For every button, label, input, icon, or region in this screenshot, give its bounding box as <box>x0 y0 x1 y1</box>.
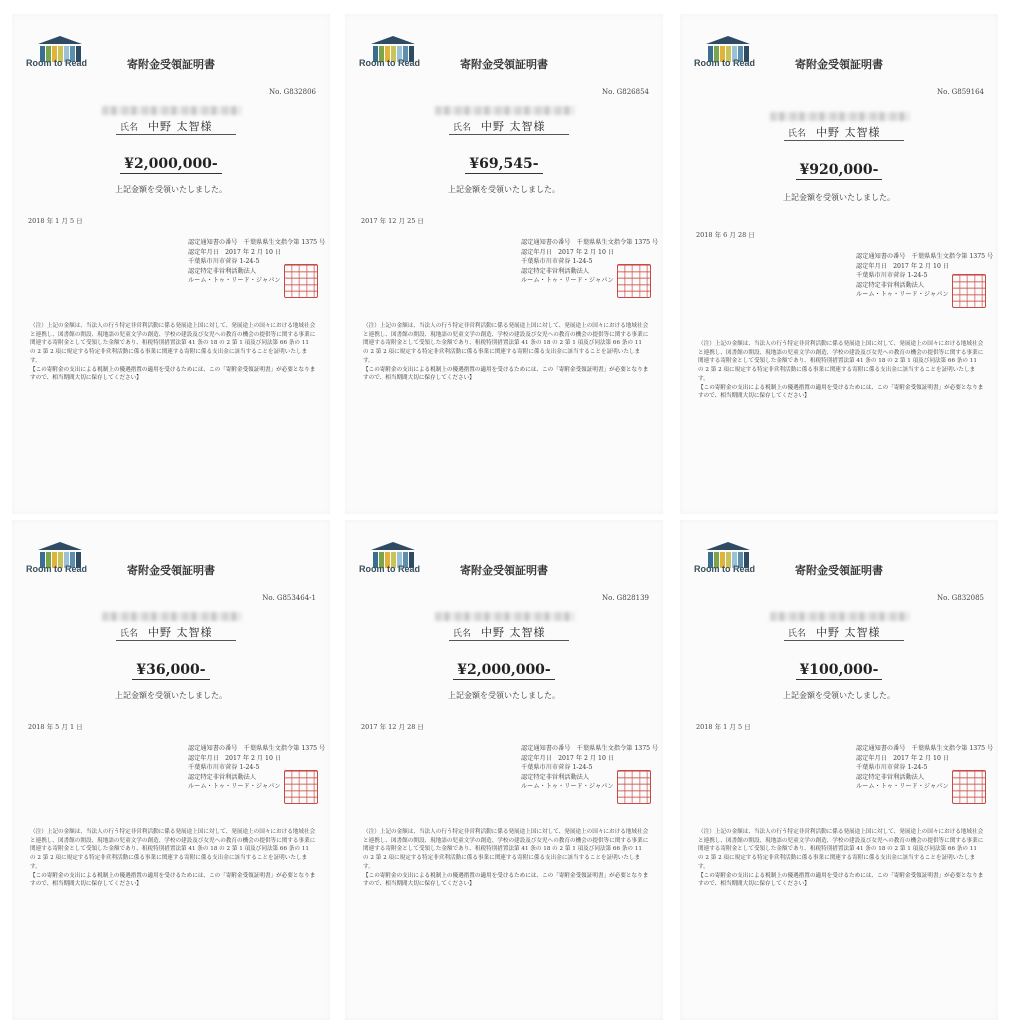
note-text: （注）上記の金額は、当法人の行う特定非営利活動に係る発展途上国に対して、発展途上の国々における地域社会と連携し、図書館の開設、現地語の児童文学の創造、学校の建設及び女児への教育の機会の提供等に関する事業に関連する寄附金として受領した金額であり、租税特別措置法第 41 条の 18 の 2 第 1 項及び同法第 66 条の 11 の 2 第 2 項に規定する特定非営利活動に係る事業に関連する寄附に係る支出金に該当することを証明いたします。 <box>363 829 649 870</box>
org-name: ルーム・トゥ・リード・ジャパン <box>856 291 949 299</box>
amount-value: ¥920,000- <box>796 162 883 180</box>
red-seal-stamp <box>284 264 318 298</box>
redacted-address <box>102 106 242 115</box>
org-name: ルーム・トゥ・リード・ジャパン <box>856 783 949 791</box>
donor-name: 中野 太智様 <box>816 126 881 139</box>
note-warning: 【この寄附金の支出による税制上の優遇措置の適用を受けるためには、この「寄附金受領証明書」が必要となりますので、相当期間大切に保存してください】 <box>698 872 984 888</box>
donor-name: 中野 太智様 <box>481 626 546 639</box>
document-title: 寄附金受領証明書 <box>795 58 883 71</box>
note-block <box>363 828 649 889</box>
amount-value: ¥2,000,000- <box>453 662 555 680</box>
logo-text: Room to Read <box>359 564 421 574</box>
logo-text: Room to Read <box>694 564 756 574</box>
org-cert-date: 認定年月日 2017 年 2 月 10 日 <box>856 754 950 762</box>
certificate-number: No. G832806 <box>269 88 316 96</box>
name-label: 氏名 <box>120 123 139 133</box>
redacted-address <box>102 612 242 621</box>
org-type: 認定特定非営利活動法人 <box>856 281 925 289</box>
issue-date: 2018 年 6 月 28 日 <box>696 231 755 239</box>
issue-date: 2017 年 12 月 25 日 <box>361 217 424 225</box>
redacted-address <box>435 612 575 621</box>
name-underline <box>784 140 904 141</box>
logo-text: Room to Read <box>694 58 756 68</box>
amount <box>680 162 998 178</box>
donation-receipt <box>680 14 998 514</box>
name-underline <box>449 134 569 135</box>
org-address: 千葉県市川市菅谷 1-24-5 <box>856 272 928 280</box>
org-type: 認定特定非営利活動法人 <box>521 773 590 781</box>
logo-text: Room to Read <box>26 58 88 68</box>
received-statement: 上記金額を受領いたしました。 <box>448 185 560 194</box>
note-text: （注）上記の金額は、当法人の行う特定非営利活動に係る発展途上国に対して、発展途上の国々における地域社会と連携し、図書館の開設、現地語の児童文学の創造、学校の建設及び女児への教育の機会の提供等に関する事業に関連する寄附金として受領した金額であり、租税特別措置法第 41 条の 18 の 2 第 1 項及び同法第 66 条の 11 の 2 第 2 項に規定する特定非営利活動に係る事業に関連する寄附に係る支出金に該当することを証明いたします。 <box>363 323 649 364</box>
document-title: 寄附金受領証明書 <box>795 564 883 577</box>
donation-receipt <box>12 14 330 514</box>
org-cert-date: 認定年月日 2017 年 2 月 10 日 <box>521 754 615 762</box>
note-warning: 【この寄附金の支出による税制上の優遇措置の適用を受けるためには、この「寄附金受領証明書」が必要となりますので、相当期間大切に保存してください】 <box>698 384 984 400</box>
org-type: 認定特定非営利活動法人 <box>521 267 590 275</box>
received-statement: 上記金額を受領いたしました。 <box>115 185 227 194</box>
org-name: ルーム・トゥ・リード・ジャパン <box>188 783 281 791</box>
note-block <box>698 828 984 889</box>
redacted-address <box>435 106 575 115</box>
note-block <box>30 828 316 889</box>
donor-name: 中野 太智様 <box>148 626 213 639</box>
red-seal-stamp <box>617 264 651 298</box>
amount <box>12 662 330 678</box>
issue-date: 2017 年 12 月 28 日 <box>361 723 424 731</box>
note-warning: 【この寄附金の支出による税制上の優遇措置の適用を受けるためには、この「寄附金受領証明書」が必要となりますので、相当期間大切に保存してください】 <box>30 872 316 888</box>
donation-receipt <box>345 520 663 1020</box>
org-address: 千葉県市川市菅谷 1-24-5 <box>521 258 593 266</box>
donation-receipt <box>12 520 330 1020</box>
issue-date: 2018 年 5 月 1 日 <box>28 723 83 731</box>
org-address: 千葉県市川市菅谷 1-24-5 <box>856 764 928 772</box>
org-name: ルーム・トゥ・リード・ジャパン <box>521 783 614 791</box>
org-type: 認定特定非営利活動法人 <box>188 267 257 275</box>
note-warning: 【この寄附金の支出による税制上の優遇措置の適用を受けるためには、この「寄附金受領証明書」が必要となりますので、相当期間大切に保存してください】 <box>30 366 316 382</box>
donation-receipt <box>345 14 663 514</box>
amount <box>345 156 663 172</box>
amount-value: ¥36,000- <box>132 662 209 680</box>
org-type: 認定特定非営利活動法人 <box>856 773 925 781</box>
name-underline <box>784 640 904 641</box>
document-title: 寄附金受領証明書 <box>460 564 548 577</box>
org-address: 千葉県市川市菅谷 1-24-5 <box>521 764 593 772</box>
note-warning: 【この寄附金の支出による税制上の優遇措置の適用を受けるためには、この「寄附金受領証明書」が必要となりますので、相当期間大切に保存してください】 <box>363 366 649 382</box>
org-cert-date: 認定年月日 2017 年 2 月 10 日 <box>521 248 615 256</box>
org-cert-date: 認定年月日 2017 年 2 月 10 日 <box>188 754 282 762</box>
logo-text: Room to Read <box>26 564 88 574</box>
issue-date: 2018 年 1 月 5 日 <box>696 723 751 731</box>
redacted-address <box>770 612 910 621</box>
certificate-number: No. G828139 <box>602 594 649 602</box>
name-label: 氏名 <box>120 629 139 639</box>
certificate-number: No. G853464-1 <box>262 594 316 602</box>
amount <box>345 662 663 678</box>
red-seal-stamp <box>952 770 986 804</box>
issue-date: 2018 年 1 月 5 日 <box>28 217 83 225</box>
received-statement: 上記金額を受領いたしました。 <box>448 691 560 700</box>
org-address: 千葉県市川市菅谷 1-24-5 <box>188 764 260 772</box>
note-text: （注）上記の金額は、当法人の行う特定非営利活動に係る発展途上国に対して、発展途上の国々における地域社会と連携し、図書館の開設、現地語の児童文学の創造、学校の建設及び女児への教育の機会の提供等に関する事業に関連する寄附金として受領した金額であり、租税特別措置法第 41 条の 18 の 2 第 1 項及び同法第 66 条の 11 の 2 第 2 項に規定する特定非営利活動に係る事業に関連する寄附に係る支出金に該当することを証明いたします。 <box>30 829 316 870</box>
donor-name: 中野 太智様 <box>148 120 213 133</box>
org-name: ルーム・トゥ・リード・ジャパン <box>188 277 281 285</box>
org-notice-number: 認定通知書の番号 千葉県県生文指令第 1375 号 <box>188 239 326 246</box>
org-cert-date: 認定年月日 2017 年 2 月 10 日 <box>856 262 950 270</box>
name-underline <box>116 640 236 641</box>
name-label: 氏名 <box>453 629 472 639</box>
amount-value: ¥69,545- <box>465 156 542 174</box>
name-label: 氏名 <box>788 129 807 139</box>
org-notice-number: 認定通知書の番号 千葉県県生文指令第 1375 号 <box>856 745 994 752</box>
note-text: （注）上記の金額は、当法人の行う特定非営利活動に係る発展途上国に対して、発展途上の国々における地域社会と連携し、図書館の開設、現地語の児童文学の創造、学校の建設及び女児への教育の機会の提供等に関する事業に関連する寄附金として受領した金額であり、租税特別措置法第 41 条の 18 の 2 第 1 項及び同法第 66 条の 11 の 2 第 2 項に規定する特定非営利活動に係る事業に関連する寄附に係る支出金に該当することを証明いたします。 <box>30 323 316 364</box>
received-statement: 上記金額を受領いたしました。 <box>783 193 895 202</box>
received-statement: 上記金額を受領いたしました。 <box>115 691 227 700</box>
amount <box>12 156 330 172</box>
red-seal-stamp <box>952 274 986 308</box>
org-name: ルーム・トゥ・リード・ジャパン <box>521 277 614 285</box>
redacted-address <box>770 112 910 121</box>
org-address: 千葉県市川市菅谷 1-24-5 <box>188 258 260 266</box>
received-statement: 上記金額を受領いたしました。 <box>783 691 895 700</box>
amount-value: ¥100,000- <box>796 662 883 680</box>
red-seal-stamp <box>284 770 318 804</box>
note-warning: 【この寄附金の支出による税制上の優遇措置の適用を受けるためには、この「寄附金受領証明書」が必要となりますので、相当期間大切に保存してください】 <box>363 872 649 888</box>
name-underline <box>116 134 236 135</box>
amount <box>680 662 998 678</box>
certificate-number: No. G832085 <box>937 594 984 602</box>
document-title: 寄附金受領証明書 <box>460 58 548 71</box>
amount-value: ¥2,000,000- <box>120 156 222 174</box>
note-block <box>30 322 316 383</box>
logo-text: Room to Read <box>359 58 421 68</box>
org-notice-number: 認定通知書の番号 千葉県県生文指令第 1375 号 <box>521 239 659 246</box>
donation-receipt <box>680 520 998 1020</box>
name-underline <box>449 640 569 641</box>
document-title: 寄附金受領証明書 <box>127 564 215 577</box>
certificate-number: No. G859164 <box>937 88 984 96</box>
certificate-number: No. G826854 <box>602 88 649 96</box>
note-text: （注）上記の金額は、当法人の行う特定非営利活動に係る発展途上国に対して、発展途上の国々における地域社会と連携し、図書館の開設、現地語の児童文学の創造、学校の建設及び女児への教育の機会の提供等に関する事業に関連する寄附金として受領した金額であり、租税特別措置法第 41 条の 18 の 2 第 1 項及び同法第 66 条の 11 の 2 第 2 項に規定する特定非営利活動に係る事業に関連する寄附に係る支出金に該当することを証明いたします。 <box>698 829 984 870</box>
org-notice-number: 認定通知書の番号 千葉県県生文指令第 1375 号 <box>188 745 326 752</box>
red-seal-stamp <box>617 770 651 804</box>
donor-name: 中野 太智様 <box>816 626 881 639</box>
note-text: （注）上記の金額は、当法人の行う特定非営利活動に係る発展途上国に対して、発展途上の国々における地域社会と連携し、図書館の開設、現地語の児童文学の創造、学校の建設及び女児への教育の機会の提供等に関する事業に関連する寄附金として受領した金額であり、租税特別措置法第 41 条の 18 の 2 第 1 項及び同法第 66 条の 11 の 2 第 2 項に規定する特定非営利活動に係る事業に関連する寄附に係る支出金に該当することを証明いたします。 <box>698 341 984 382</box>
document-title: 寄附金受領証明書 <box>127 58 215 71</box>
org-notice-number: 認定通知書の番号 千葉県県生文指令第 1375 号 <box>856 253 994 260</box>
name-label: 氏名 <box>788 629 807 639</box>
donor-name: 中野 太智様 <box>481 120 546 133</box>
org-type: 認定特定非営利活動法人 <box>188 773 257 781</box>
org-cert-date: 認定年月日 2017 年 2 月 10 日 <box>188 248 282 256</box>
name-label: 氏名 <box>453 123 472 133</box>
org-notice-number: 認定通知書の番号 千葉県県生文指令第 1375 号 <box>521 745 659 752</box>
note-block <box>363 322 649 383</box>
note-block <box>698 340 984 401</box>
